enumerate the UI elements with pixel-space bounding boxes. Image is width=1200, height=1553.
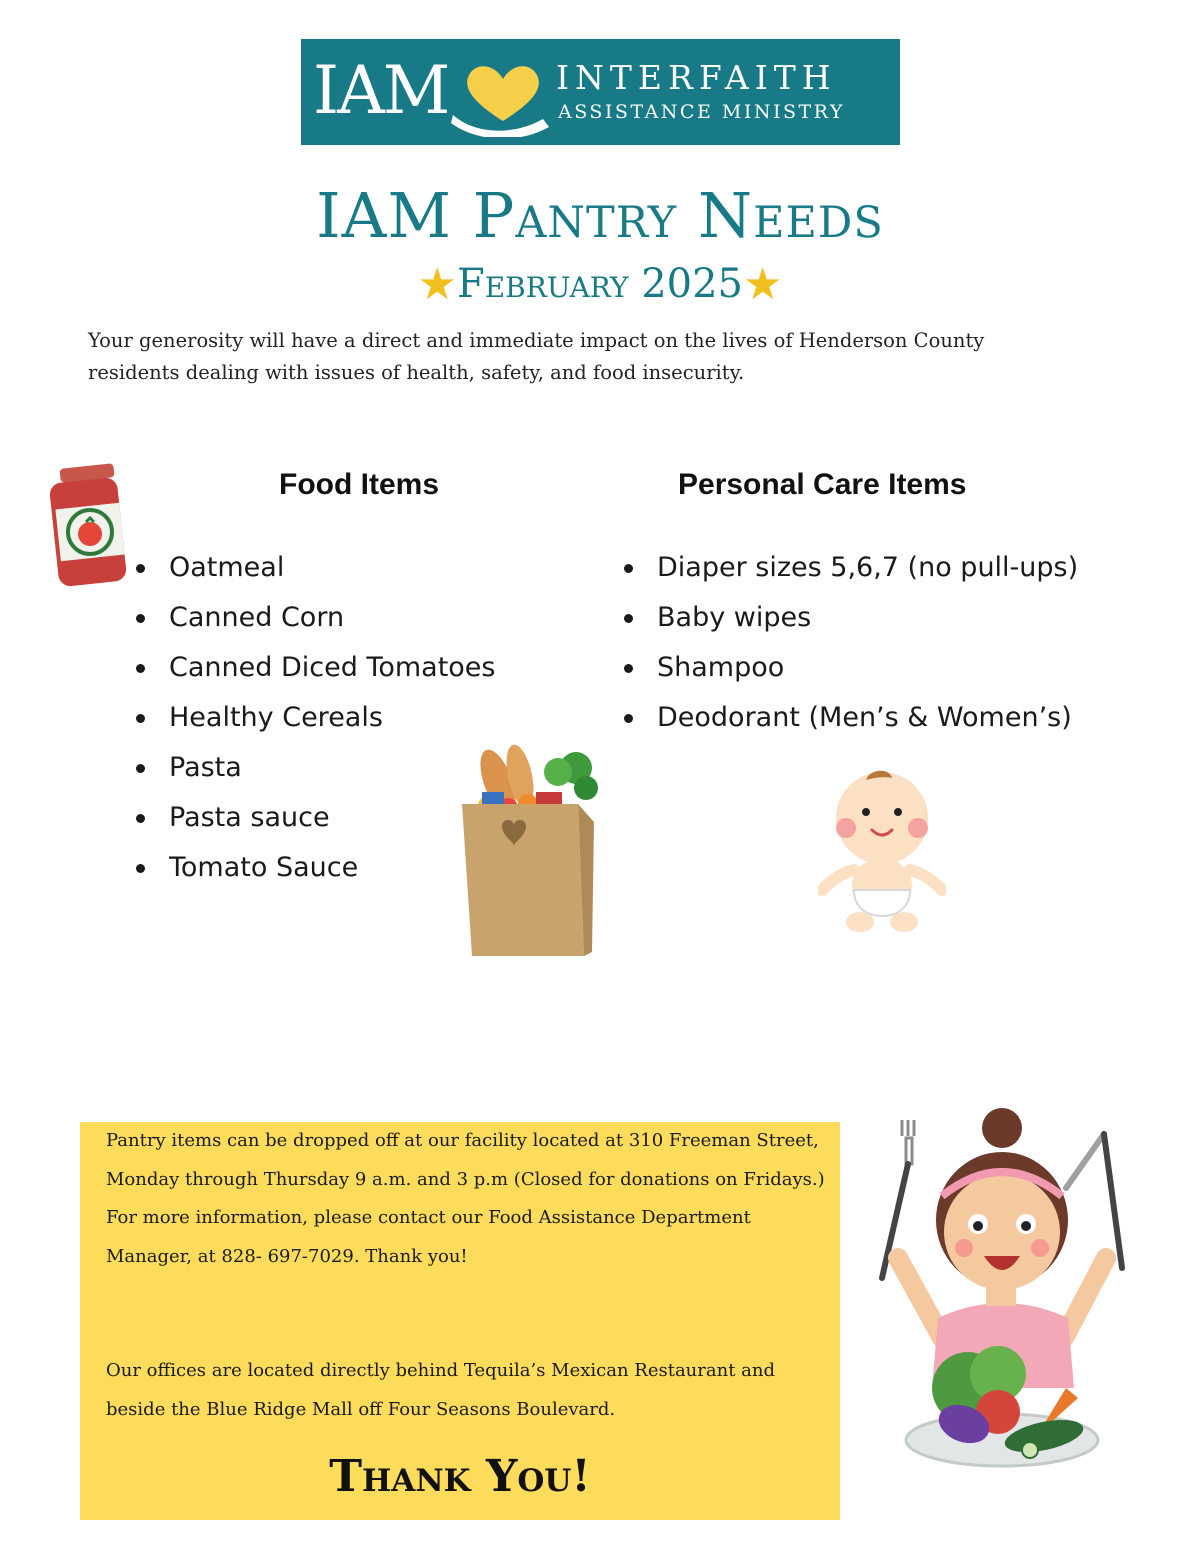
grocery-bag-icon bbox=[458, 742, 603, 962]
page-title: IAM Pantry Needs bbox=[316, 179, 884, 252]
iam-logo bbox=[301, 39, 900, 145]
intro-text: Your generosity will have a direct and immediate impact on the lives of Henderson County residents dealing with issues of health, safety, and food insecurity. bbox=[88, 329, 985, 384]
drop-off-paragraph: Pantry items can be dropped off at our facility located at 310 Freeman Street, Monday through Thursday 9 a.m. and 3 p.m (Closed for donations on Fridays.) For more information, please contact our Food Assistance Department Manager, at 828- 697-7029. Thank you! bbox=[106, 1130, 825, 1267]
pasta-sauce-jar-icon bbox=[50, 462, 130, 588]
baby-icon bbox=[818, 766, 946, 936]
drop-off-info-box bbox=[80, 1122, 840, 1520]
heart-hand-logo-icon bbox=[451, 57, 555, 137]
list-item: Pasta bbox=[136, 743, 495, 793]
list-item: Baby wipes bbox=[624, 593, 1078, 643]
star-icon: ★ bbox=[743, 259, 783, 310]
list-item: Canned Corn bbox=[136, 593, 495, 643]
personal-care-list bbox=[624, 543, 1078, 743]
list-item: Shampoo bbox=[624, 643, 1078, 693]
food-items-heading: Food Items bbox=[279, 468, 440, 501]
logo-line-interfaith: INTERFAITH bbox=[556, 58, 837, 97]
thank-you-text: Thank You! bbox=[329, 1451, 591, 1502]
girl-with-vegetables-icon bbox=[868, 1108, 1138, 1488]
list-item: Canned Diced Tomatoes bbox=[136, 643, 495, 693]
list-item: Deodorant (Men’s & Women’s) bbox=[624, 693, 1078, 743]
page-subtitle bbox=[0, 256, 1200, 313]
star-icon: ★ bbox=[417, 259, 457, 310]
list-item: Oatmeal bbox=[136, 543, 495, 593]
subtitle-text: February 2025 bbox=[456, 261, 744, 307]
list-item: Healthy Cereals bbox=[136, 693, 495, 743]
food-items-list bbox=[136, 543, 495, 893]
list-item: Diaper sizes 5,6,7 (no pull-ups) bbox=[624, 543, 1078, 593]
logo-line-assistance: ASSISTANCE MINISTRY bbox=[558, 101, 845, 123]
personal-care-heading: Personal Care Items bbox=[678, 468, 967, 501]
list-item: Tomato Sauce bbox=[136, 843, 495, 893]
location-paragraph: Our offices are located directly behind Tequila’s Mexican Restaurant and beside the Blue Ridge Mall off Four Seasons Boulevard. bbox=[106, 1360, 776, 1420]
logo-short-name: IAM bbox=[313, 52, 449, 129]
list-item: Pasta sauce bbox=[136, 793, 495, 843]
